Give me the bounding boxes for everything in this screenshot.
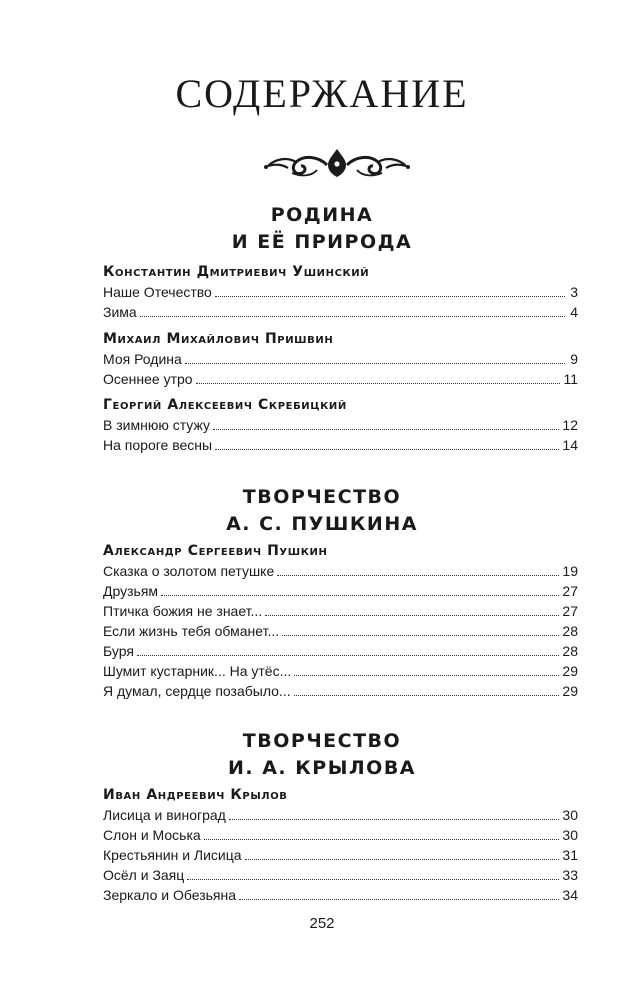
toc-entry-page: 14 [562,437,578,453]
dot-leader [294,695,560,696]
toc-entry[interactable] [103,302,578,322]
toc-entry-title: Сказка о золотом петушке [103,563,275,579]
toc-entry-title: Осёл и Заяц [103,867,185,883]
author-pushkin: Александр Сергеевич Пушкин [103,543,328,559]
dot-leader [161,595,559,596]
dot-leader [215,449,559,450]
toc-entry[interactable] [103,581,578,601]
dot-leader [196,383,561,384]
toc-entry-page: 30 [562,807,578,823]
dot-leader [277,575,559,576]
section-title-line: ТВОРЧЕСТВО [242,486,402,508]
dot-leader [137,655,559,656]
toc-entry-title: Осеннее утро [103,371,193,387]
dot-leader [294,675,559,676]
dot-leader [204,839,560,840]
toc-entry-page: 31 [562,847,578,863]
toc-entry-page: 19 [562,563,578,579]
toc-entry[interactable] [103,349,578,369]
toc-entry-page: 34 [562,887,578,903]
dot-leader [140,316,565,317]
toc-entry[interactable] [103,282,578,302]
toc-entry-title: На пороге весны [103,437,213,453]
toc-entry[interactable] [103,435,578,455]
author-ushinsky: Константин Дмитриевич Ушинский [103,264,370,280]
section-title-line: А. С. ПУШКИНА [226,513,418,535]
toc-entry-title: Наше Отечество [103,284,212,300]
section-title-krylov [0,728,644,782]
toc-entry-page: 3 [570,284,578,300]
dot-leader [215,296,565,297]
toc-entry-title: Лисица и виноград [103,807,226,823]
toc-entry-page: 12 [562,417,578,433]
toc-entry[interactable] [103,661,578,681]
section-title-homeland [0,202,644,256]
toc-entry[interactable] [103,885,578,905]
toc-entry[interactable] [103,805,578,825]
toc-entry-title: Крестьянин и Лисица [103,847,242,863]
section-title-line: РОДИНА [270,204,374,226]
toc-entry[interactable] [103,865,578,885]
toc-entry[interactable] [103,601,578,621]
toc-entry-title: Зима [103,304,137,320]
toc-entry-title: В зимнюю стужу [103,417,210,433]
dot-leader [213,429,559,430]
dot-leader [229,819,560,820]
toc-entry-page: 29 [562,663,578,679]
toc-entry-title: Моя Родина [103,351,182,367]
toc-entry-page: 11 [563,371,578,387]
toc-entry-title: Если жизнь тебя обманет... [103,623,280,639]
dot-leader [187,879,559,880]
toc-entry-title: Зеркало и Обезьяна [103,887,236,903]
dot-leader [265,615,559,616]
toc-entry-page: 9 [570,351,578,367]
toc-entry-page: 27 [562,583,578,599]
dot-leader [282,635,559,636]
toc-entry-page: 30 [562,827,578,843]
toc-entry[interactable] [103,369,578,389]
page-title: СОДЕРЖАНИЕ [175,71,469,116]
toc-entry[interactable] [103,641,578,661]
author-prishvin: Михаил Михайлович Пришвин [103,331,334,347]
toc-entry[interactable] [103,681,578,701]
toc-entry-page: 4 [570,304,578,320]
toc-entry-page: 28 [562,623,578,639]
author-skrebitsky: Георгий Алексеевич Скребицкий [103,397,347,413]
page-number: 252 [309,915,335,932]
toc-entry-title: Слон и Моська [103,827,201,843]
dot-leader [239,899,559,900]
toc-entry-page: 27 [562,603,578,619]
toc-entry-title: Птичка божия не знает... [103,603,263,619]
toc-entry[interactable] [103,621,578,641]
dot-leader [245,859,560,860]
dot-leader [185,363,565,364]
toc-entry[interactable] [103,415,578,435]
section-title-pushkin [0,484,644,538]
toc-entry-title: Я думал, сердце позабыло... [103,683,291,699]
section-title-line: И. А. КРЫЛОВА [227,757,417,779]
section-title-line: И ЕЁ ПРИРОДА [231,231,413,253]
toc-entry[interactable] [103,845,578,865]
toc-entry[interactable] [103,561,578,581]
toc-entry-page: 28 [562,643,578,659]
toc-entry-page: 29 [562,683,578,699]
toc-entry-title: Шумит кустарник... На утёс... [103,663,292,679]
toc-entry-title: Буря [103,643,134,659]
toc-entry-title: Друзьям [103,583,159,599]
toc-entry-page: 33 [562,867,578,883]
section-title-line: ТВОРЧЕСТВО [242,730,402,752]
author-krylov: Иван Андреевич Крылов [103,787,288,803]
ornament-divider-icon [262,146,412,180]
toc-entry[interactable] [103,825,578,845]
